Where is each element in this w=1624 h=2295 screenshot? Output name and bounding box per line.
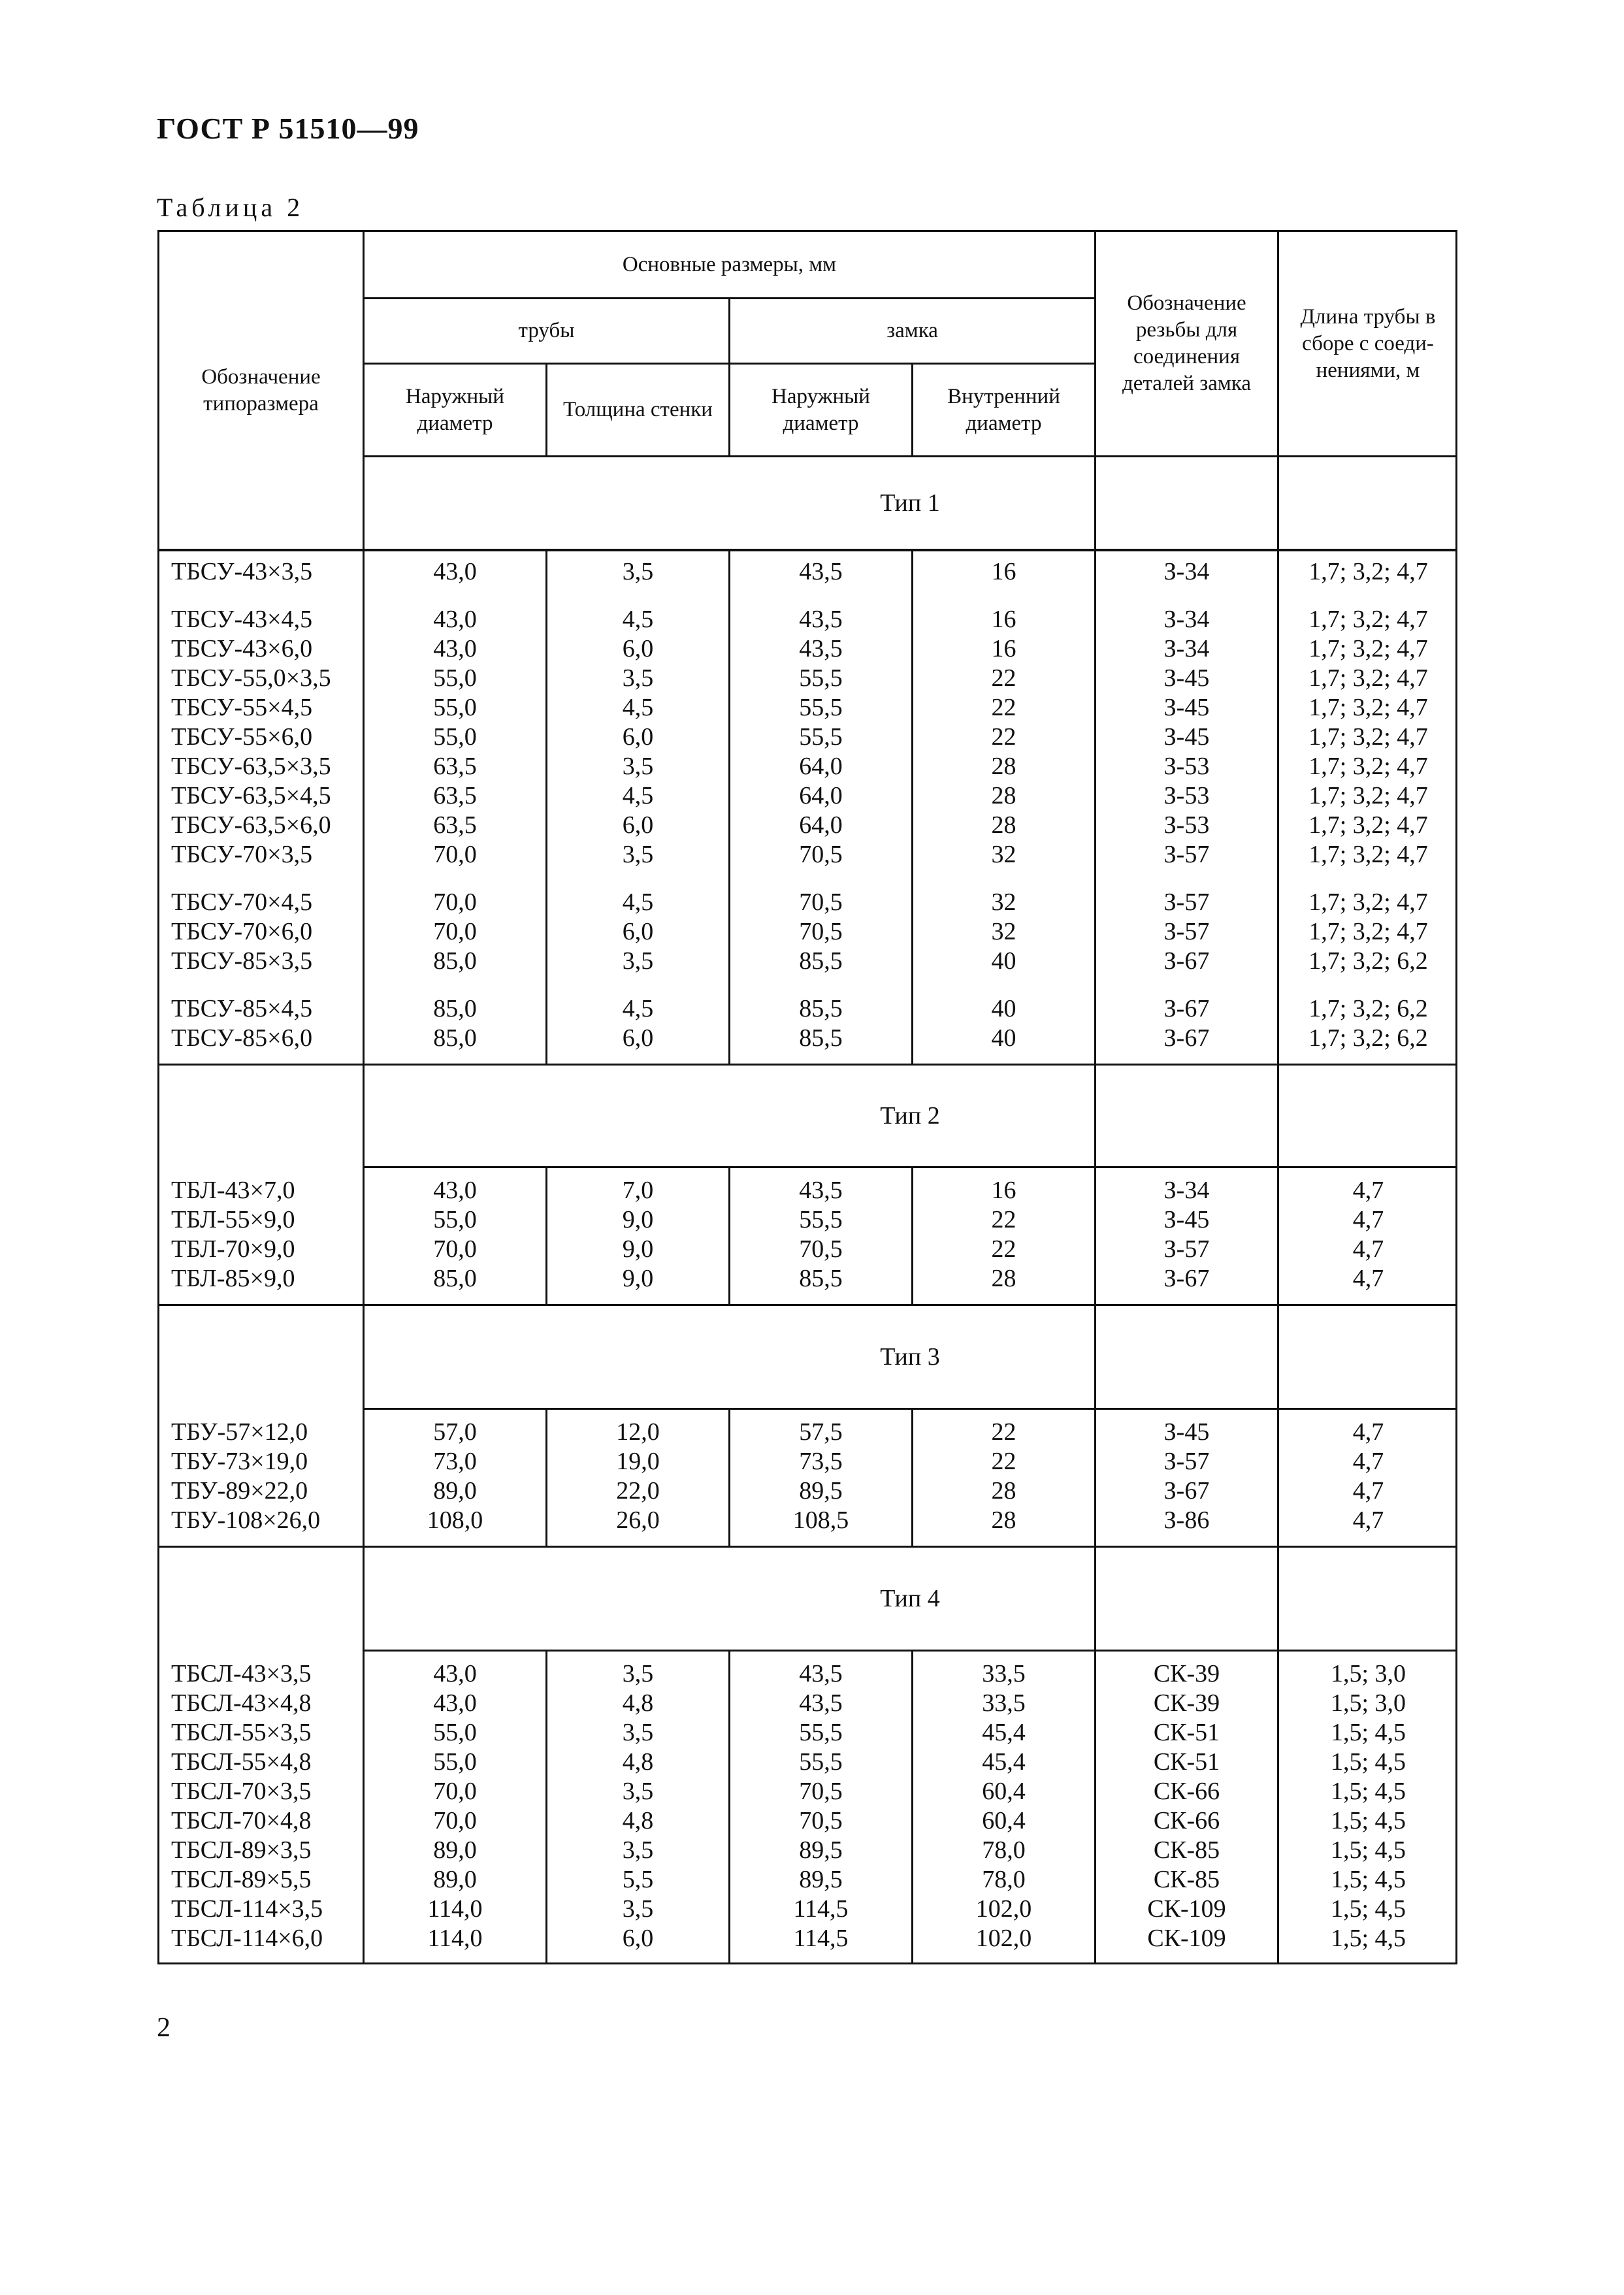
cell-length: 1,5; 3,0	[1330, 1660, 1406, 1687]
cell-pipe-outer: 43,0	[433, 1689, 477, 1717]
cell-thread: СК-51	[1153, 1748, 1220, 1776]
cell-thread: З-34	[1163, 1177, 1210, 1204]
cell-lock-inner: 40	[991, 995, 1016, 1022]
cell-designation: ТБСЛ-89×3,5	[171, 1836, 312, 1864]
cell-length: 4,7	[1352, 1448, 1384, 1475]
cell-lock-outer: 85,5	[799, 1024, 843, 1052]
cell-lock-inner: 40	[991, 1024, 1016, 1052]
cell-pipe-outer: 43,0	[433, 1660, 477, 1687]
header-length: Длина трубы в сборе с соединениями, м	[1300, 304, 1436, 382]
type-label: Тип 2	[880, 1102, 940, 1130]
cell-length: 4,7	[1352, 1235, 1384, 1263]
cell-lock-outer: 85,5	[799, 1265, 843, 1292]
type-line	[363, 1408, 1457, 1410]
cell-thread: З-45	[1163, 694, 1210, 721]
cell-lock-outer: 89,5	[799, 1477, 843, 1505]
cell-lock-outer: 89,5	[799, 1836, 843, 1864]
cell-wall: 3,5	[622, 1660, 654, 1687]
cell-pipe-outer: 70,0	[433, 841, 477, 868]
cell-thread: З-34	[1163, 558, 1210, 585]
cell-pipe-outer: 55,0	[433, 1719, 477, 1746]
type-line	[363, 1650, 1457, 1652]
cell-length: 1,7; 3,2; 4,7	[1308, 782, 1428, 809]
cell-lock-outer: 70,5	[799, 1778, 843, 1805]
cell-lock-inner: 22	[991, 1418, 1016, 1446]
cell-wall: 4,5	[622, 694, 654, 721]
cell-lock-outer: 73,5	[799, 1448, 843, 1475]
cell-designation: ТБСУ-85×4,5	[171, 995, 313, 1022]
cell-lock-outer: 55,5	[799, 664, 843, 692]
cell-pipe-outer: 70,0	[433, 1807, 477, 1834]
cell-lock-inner: 32	[991, 918, 1016, 945]
cell-lock-inner: 28	[991, 1477, 1016, 1505]
cell-pipe-outer: 63,5	[433, 782, 477, 809]
cell-length: 1,7; 3,2; 4,7	[1308, 664, 1428, 692]
cell-wall: 3,5	[622, 753, 654, 780]
cell-length: 1,7; 3,2; 4,7	[1308, 635, 1428, 662]
cell-thread: СК-85	[1153, 1836, 1220, 1864]
type-label: Тип 1	[880, 489, 940, 517]
cell-length: 4,7	[1352, 1418, 1384, 1446]
cell-lock-inner: 60,4	[982, 1807, 1026, 1834]
cell-length: 1,7; 3,2; 4,7	[1308, 606, 1428, 633]
cell-thread: З-67	[1163, 947, 1210, 975]
table-caption: Таблица 2	[157, 193, 304, 222]
cell-lock-outer: 108,5	[792, 1506, 849, 1534]
cell-pipe-outer: 55,0	[433, 1748, 477, 1776]
header-lock-outer-diameter: Наружный диаметр	[771, 384, 870, 435]
cell-designation: ТБСУ-70×4,5	[171, 888, 313, 916]
cell-wall: 3,5	[622, 947, 654, 975]
column-line	[545, 363, 547, 457]
cell-lock-inner: 28	[991, 1265, 1016, 1292]
cell-thread: З-67	[1163, 1265, 1210, 1292]
cell-lock-inner: 16	[991, 1177, 1016, 1204]
cell-pipe-outer: 85,0	[433, 995, 477, 1022]
header-thread: Обозначение резьбы для соединения деталей замка	[1122, 291, 1251, 395]
cell-wall: 4,5	[622, 995, 654, 1022]
cell-designation: ТБСЛ-55×3,5	[171, 1719, 312, 1746]
cell-pipe-outer: 57,0	[433, 1418, 477, 1446]
cell-designation: ТБСУ-43×6,0	[171, 635, 313, 662]
cell-wall: 3,5	[622, 841, 654, 868]
cell-designation: ТБСУ-85×3,5	[171, 947, 313, 975]
cell-lock-inner: 22	[991, 694, 1016, 721]
cell-lock-inner: 78,0	[982, 1866, 1026, 1893]
cell-lock-outer: 70,5	[799, 888, 843, 916]
cell-wall: 22,0	[616, 1477, 660, 1505]
cell-lock-inner: 45,4	[982, 1719, 1026, 1746]
cell-lock-inner: 40	[991, 947, 1016, 975]
cell-designation: ТБУ-89×22,0	[171, 1477, 308, 1505]
cell-lock-inner: 28	[991, 782, 1016, 809]
cell-thread: З-67	[1163, 1024, 1210, 1052]
cell-wall: 5,5	[622, 1866, 654, 1893]
cell-lock-outer: 43,5	[799, 558, 843, 585]
cell-designation: ТБЛ-55×9,0	[171, 1206, 295, 1233]
cell-wall: 19,0	[616, 1448, 660, 1475]
cell-lock-outer: 89,5	[799, 1866, 843, 1893]
cell-wall: 6,0	[622, 1024, 654, 1052]
cell-length: 1,7; 3,2; 4,7	[1308, 723, 1428, 751]
cell-designation: ТБСЛ-114×6,0	[171, 1925, 323, 1952]
cell-pipe-outer: 55,0	[433, 723, 477, 751]
cell-thread: З-45	[1163, 664, 1210, 692]
cell-length: 1,5; 4,5	[1330, 1748, 1406, 1776]
cell-lock-inner: 22	[991, 723, 1016, 751]
cell-designation: ТБЛ-85×9,0	[171, 1265, 295, 1292]
cell-length: 4,7	[1352, 1477, 1384, 1505]
cell-designation: ТБСУ-55×6,0	[171, 723, 313, 751]
cell-thread: З-57	[1163, 1235, 1210, 1263]
cell-lock-outer: 43,5	[799, 635, 843, 662]
cell-thread: З-45	[1163, 723, 1210, 751]
cell-designation: ТБСЛ-70×3,5	[171, 1778, 312, 1805]
cell-designation: ТБСУ-55,0×3,5	[171, 664, 331, 692]
cell-pipe-outer: 73,0	[433, 1448, 477, 1475]
cell-lock-inner: 28	[991, 811, 1016, 839]
cell-thread: З-45	[1163, 1206, 1210, 1233]
cell-lock-inner: 33,5	[982, 1660, 1026, 1687]
cell-lock-outer: 55,5	[799, 1206, 843, 1233]
cell-length: 1,7; 3,2; 4,7	[1308, 918, 1428, 945]
document-title: ГОСТ Р 51510—99	[157, 112, 419, 145]
cell-lock-inner: 28	[991, 753, 1016, 780]
cell-wall: 12,0	[616, 1418, 660, 1446]
cell-thread: З-57	[1163, 841, 1210, 868]
cell-designation: ТБСУ-63,5×3,5	[171, 753, 331, 780]
cell-lock-outer: 70,5	[799, 1807, 843, 1834]
cell-length: 1,7; 3,2; 4,7	[1308, 694, 1428, 721]
cell-lock-outer: 43,5	[799, 1689, 843, 1717]
cell-designation: ТБСЛ-55×4,8	[171, 1748, 312, 1776]
cell-length: 1,5; 4,5	[1330, 1866, 1406, 1893]
cell-wall: 3,5	[622, 664, 654, 692]
header-main-dimensions: Основные размеры, мм	[622, 252, 837, 276]
header-lock: замка	[886, 319, 938, 342]
cell-length: 1,5; 4,5	[1330, 1778, 1406, 1805]
cell-pipe-outer: 89,0	[433, 1866, 477, 1893]
cell-wall: 3,5	[622, 1836, 654, 1864]
cell-designation: ТБСЛ-43×4,8	[171, 1689, 312, 1717]
cell-thread: СК-39	[1153, 1689, 1220, 1717]
cell-lock-outer: 43,5	[799, 1177, 843, 1204]
cell-thread: З-57	[1163, 1448, 1210, 1475]
cell-pipe-outer: 55,0	[433, 664, 477, 692]
cell-pipe-outer: 114,0	[427, 1925, 483, 1952]
cell-thread: З-45	[1163, 1418, 1210, 1446]
cell-wall: 26,0	[616, 1506, 660, 1534]
cell-wall: 4,8	[622, 1689, 654, 1717]
cell-wall: 7,0	[622, 1177, 654, 1204]
type-line	[363, 1166, 1457, 1168]
cell-pipe-outer: 108,0	[427, 1506, 483, 1534]
cell-wall: 4,8	[622, 1748, 654, 1776]
cell-wall: 3,5	[622, 1895, 654, 1923]
cell-wall: 4,5	[622, 888, 654, 916]
cell-designation: ТБУ-108×26,0	[171, 1506, 321, 1534]
cell-thread: З-53	[1163, 782, 1210, 809]
cell-thread: СК-39	[1153, 1660, 1220, 1687]
header-pipe-outer-diameter: Наружный диаметр	[406, 384, 504, 435]
cell-length: 4,7	[1352, 1265, 1384, 1292]
cell-thread: З-53	[1163, 811, 1210, 839]
cell-thread: З-34	[1163, 635, 1210, 662]
cell-lock-outer: 64,0	[799, 782, 843, 809]
column-line	[911, 363, 913, 457]
header-pipe: трубы	[518, 319, 575, 342]
type-label: Тип 3	[880, 1343, 940, 1371]
cell-thread: СК-66	[1153, 1807, 1220, 1834]
cell-wall: 6,0	[622, 811, 654, 839]
cell-thread: СК-66	[1153, 1778, 1220, 1805]
cell-designation: ТБЛ-70×9,0	[171, 1235, 295, 1263]
cell-pipe-outer: 55,0	[433, 694, 477, 721]
cell-length: 1,7; 3,2; 4,7	[1308, 841, 1428, 868]
cell-thread: З-57	[1163, 918, 1210, 945]
cell-length: 4,7	[1352, 1206, 1384, 1233]
cell-wall: 3,5	[622, 558, 654, 585]
cell-length: 1,7; 3,2; 4,7	[1308, 811, 1428, 839]
cell-pipe-outer: 43,0	[433, 606, 477, 633]
cell-designation: ТБЛ-43×7,0	[171, 1177, 295, 1204]
cell-lock-outer: 55,5	[799, 694, 843, 721]
cell-pipe-outer: 114,0	[427, 1895, 483, 1923]
cell-pipe-outer: 43,0	[433, 1177, 477, 1204]
cell-thread: СК-51	[1153, 1719, 1220, 1746]
cell-wall: 3,5	[622, 1778, 654, 1805]
header-lock-inner-diameter: Внутренний диаметр	[947, 384, 1060, 435]
cell-pipe-outer: 70,0	[433, 1235, 477, 1263]
cell-length: 1,7; 3,2; 4,7	[1308, 888, 1428, 916]
cell-pipe-outer: 43,0	[433, 558, 477, 585]
cell-wall: 4,5	[622, 606, 654, 633]
cell-wall: 6,0	[622, 1925, 654, 1952]
cell-wall: 4,5	[622, 782, 654, 809]
cell-lock-outer: 114,5	[793, 1895, 849, 1923]
page-number: 2	[157, 2013, 171, 2043]
cell-pipe-outer: 43,0	[433, 635, 477, 662]
cell-wall: 9,0	[622, 1235, 654, 1263]
cell-length: 1,5; 4,5	[1330, 1895, 1406, 1923]
cell-lock-outer: 43,5	[799, 1660, 843, 1687]
header-bottom-line	[157, 549, 1457, 551]
cell-pipe-outer: 89,0	[433, 1836, 477, 1864]
cell-wall: 6,0	[622, 723, 654, 751]
cell-lock-inner: 22	[991, 1448, 1016, 1475]
cell-designation: ТБСУ-43×3,5	[171, 558, 313, 585]
cell-designation: ТБСУ-70×6,0	[171, 918, 313, 945]
cell-designation: ТБСЛ-89×5,5	[171, 1866, 312, 1893]
cell-length: 1,5; 4,5	[1330, 1925, 1406, 1952]
cell-lock-outer: 55,5	[799, 1719, 843, 1746]
cell-lock-outer: 64,0	[799, 753, 843, 780]
type-label: Тип 4	[880, 1585, 940, 1612]
cell-pipe-outer: 70,0	[433, 888, 477, 916]
cell-designation: ТБСУ-70×3,5	[171, 841, 313, 868]
cell-length: 4,7	[1352, 1506, 1384, 1534]
cell-designation: ТБСУ-55×4,5	[171, 694, 313, 721]
cell-designation: ТБСУ-63,5×4,5	[171, 782, 331, 809]
cell-thread: З-67	[1163, 995, 1210, 1022]
cell-thread: СК-109	[1147, 1925, 1226, 1952]
cell-lock-inner: 22	[991, 1206, 1016, 1233]
cell-length: 1,7; 3,2; 6,2	[1308, 947, 1428, 975]
cell-lock-outer: 64,0	[799, 811, 843, 839]
cell-pipe-outer: 85,0	[433, 947, 477, 975]
cell-length: 1,7; 3,2; 6,2	[1308, 1024, 1428, 1052]
cell-wall: 9,0	[622, 1265, 654, 1292]
cell-wall: 6,0	[622, 635, 654, 662]
cell-wall: 4,8	[622, 1807, 654, 1834]
cell-lock-outer: 55,5	[799, 1748, 843, 1776]
cell-designation: ТБУ-73×19,0	[171, 1448, 308, 1475]
cell-lock-outer: 43,5	[799, 606, 843, 633]
cell-lock-inner: 102,0	[975, 1895, 1032, 1923]
cell-lock-outer: 85,5	[799, 947, 843, 975]
cell-lock-inner: 22	[991, 664, 1016, 692]
cell-lock-outer: 114,5	[793, 1925, 849, 1952]
cell-pipe-outer: 85,0	[433, 1024, 477, 1052]
header-wall-thickness: Толщина стенки	[563, 398, 713, 421]
cell-lock-inner: 45,4	[982, 1748, 1026, 1776]
cell-pipe-outer: 63,5	[433, 811, 477, 839]
cell-designation: ТБСЛ-43×3,5	[171, 1660, 312, 1687]
cell-lock-inner: 78,0	[982, 1836, 1026, 1864]
header-designation: Обозначение типоразмера	[201, 365, 321, 415]
cell-designation: ТБУ-57×12,0	[171, 1418, 308, 1446]
cell-thread: З-53	[1163, 753, 1210, 780]
cell-pipe-outer: 55,0	[433, 1206, 477, 1233]
cell-lock-inner: 32	[991, 841, 1016, 868]
cell-length: 1,7; 3,2; 4,7	[1308, 753, 1428, 780]
cell-lock-outer: 55,5	[799, 723, 843, 751]
cell-thread: З-67	[1163, 1477, 1210, 1505]
cell-lock-outer: 70,5	[799, 1235, 843, 1263]
cell-thread: З-86	[1163, 1506, 1210, 1534]
cell-lock-inner: 22	[991, 1235, 1016, 1263]
cell-lock-inner: 102,0	[975, 1925, 1032, 1952]
cell-length: 1,7; 3,2; 4,7	[1308, 558, 1428, 585]
cell-length: 4,7	[1352, 1177, 1384, 1204]
cell-lock-inner: 16	[991, 558, 1016, 585]
cell-designation: ТБСУ-63,5×6,0	[171, 811, 331, 839]
cell-lock-inner: 16	[991, 606, 1016, 633]
cell-designation: ТБСЛ-114×3,5	[171, 1895, 323, 1923]
cell-length: 1,5; 4,5	[1330, 1719, 1406, 1746]
cell-length: 1,5; 3,0	[1330, 1689, 1406, 1717]
cell-pipe-outer: 63,5	[433, 753, 477, 780]
cell-thread: З-34	[1163, 606, 1210, 633]
cell-lock-inner: 60,4	[982, 1778, 1026, 1805]
cell-pipe-outer: 70,0	[433, 1778, 477, 1805]
cell-lock-outer: 70,5	[799, 841, 843, 868]
cell-lock-inner: 28	[991, 1506, 1016, 1534]
cell-length: 1,5; 4,5	[1330, 1836, 1406, 1864]
cell-thread: СК-85	[1153, 1866, 1220, 1893]
cell-designation: ТБСЛ-70×4,8	[171, 1807, 312, 1834]
cell-thread: З-57	[1163, 888, 1210, 916]
cell-lock-inner: 16	[991, 635, 1016, 662]
cell-lock-inner: 33,5	[982, 1689, 1026, 1717]
cell-wall: 9,0	[622, 1206, 654, 1233]
cell-pipe-outer: 89,0	[433, 1477, 477, 1505]
cell-wall: 6,0	[622, 918, 654, 945]
cell-pipe-outer: 85,0	[433, 1265, 477, 1292]
cell-thread: СК-109	[1147, 1895, 1226, 1923]
cell-lock-inner: 32	[991, 888, 1016, 916]
cell-designation: ТБСУ-43×4,5	[171, 606, 313, 633]
cell-wall: 3,5	[622, 1719, 654, 1746]
cell-lock-outer: 57,5	[799, 1418, 843, 1446]
cell-pipe-outer: 70,0	[433, 918, 477, 945]
cell-length: 1,7; 3,2; 6,2	[1308, 995, 1428, 1022]
cell-lock-outer: 70,5	[799, 918, 843, 945]
cell-length: 1,5; 4,5	[1330, 1807, 1406, 1834]
cell-designation: ТБСУ-85×6,0	[171, 1024, 313, 1052]
cell-lock-outer: 85,5	[799, 995, 843, 1022]
